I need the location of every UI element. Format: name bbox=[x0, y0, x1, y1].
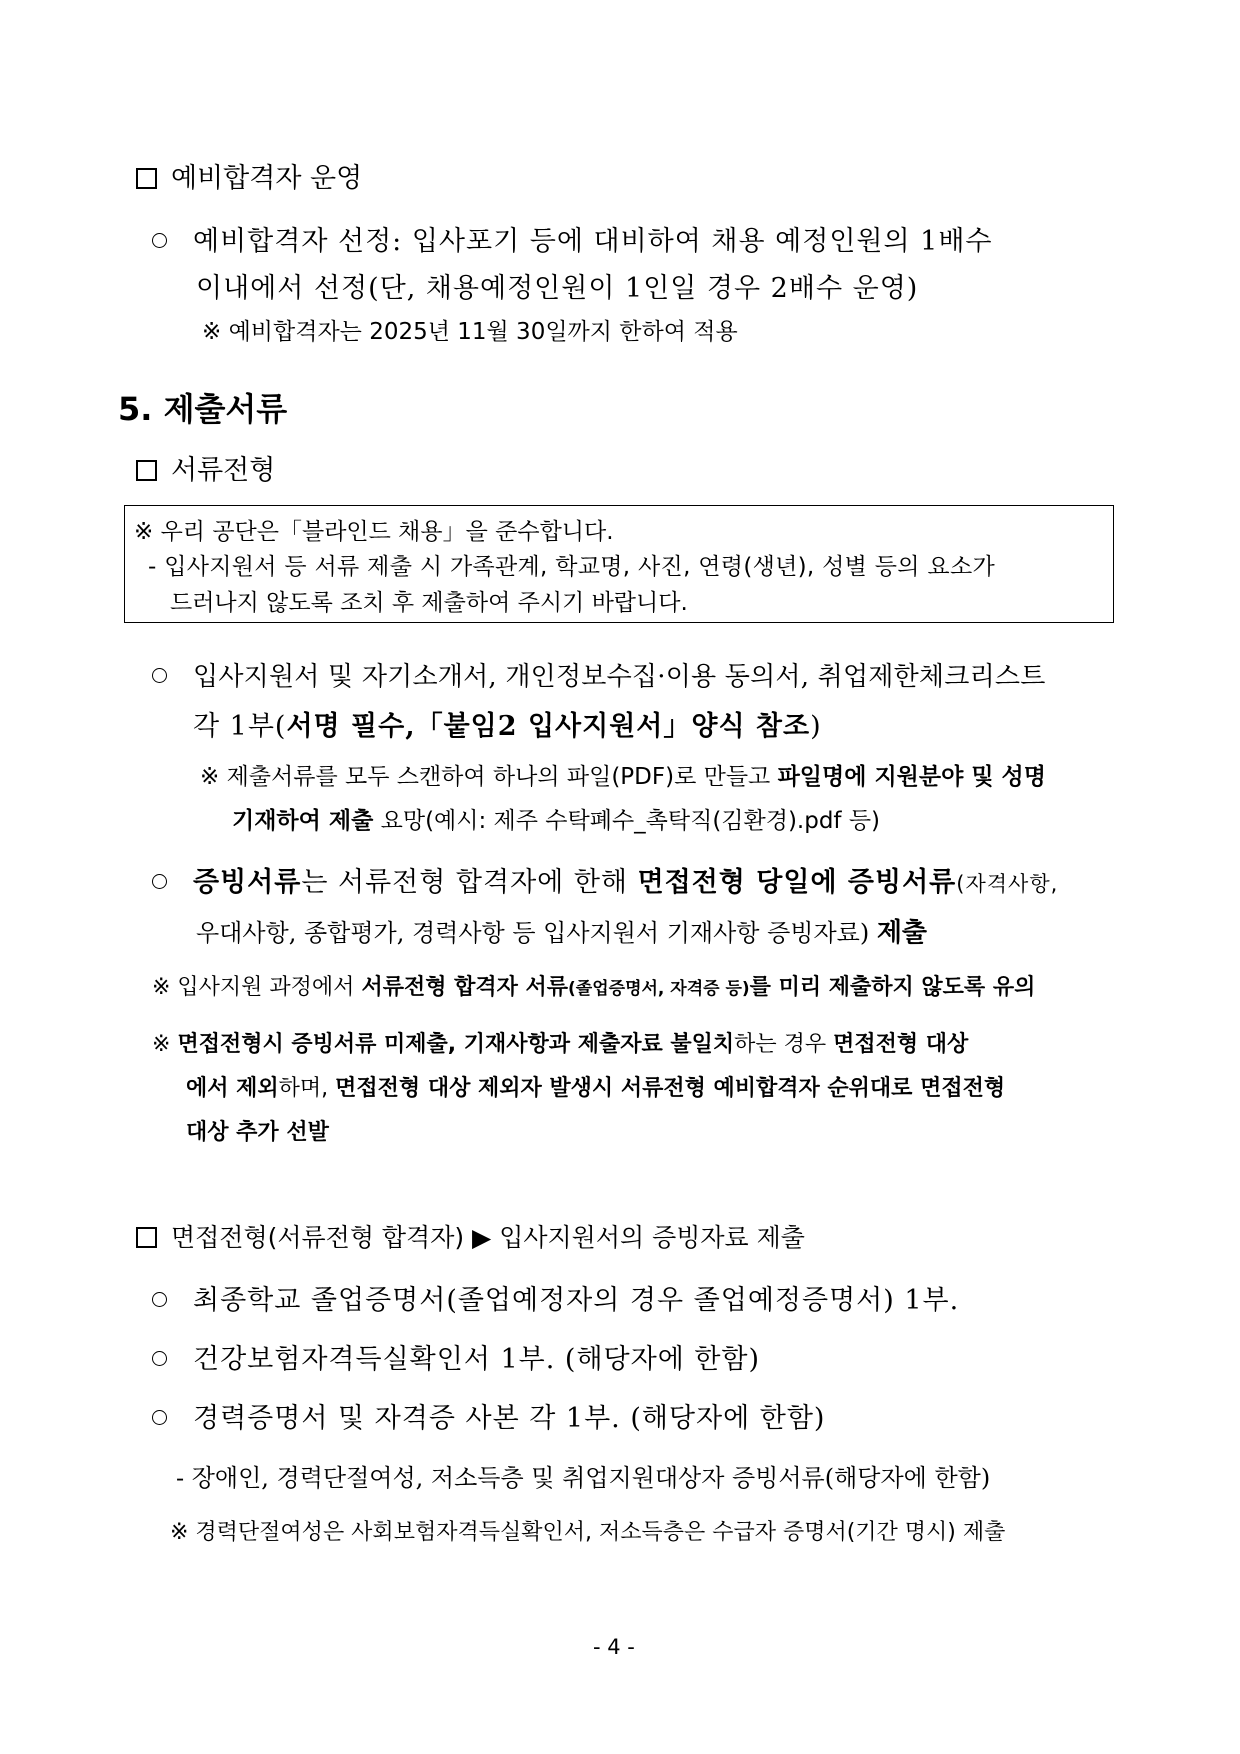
notice-line3: 드러나지 않도록 조치 후 제출하여 주시기 바랍니다. bbox=[170, 590, 688, 616]
doc-item1-line2-a: 각 1부( bbox=[193, 711, 287, 742]
doc-heading bbox=[136, 448, 275, 487]
doc-item1-line2-bold: 서명 필수,「붙임2 입사지원서」양식 참조 bbox=[286, 711, 811, 742]
circle-bullet-icon bbox=[152, 233, 167, 248]
doc-item2 bbox=[152, 860, 1058, 899]
interview-item1-text: 최종학교 졸업증명서(졸업예정자의 경우 졸업예정증명서) 1부. bbox=[193, 1285, 960, 1316]
interview-item2-text: 건강보험자격득실확인서 1부. (해당자에 한함) bbox=[193, 1344, 761, 1375]
doc-item1-line2 bbox=[193, 704, 822, 743]
interview-note: ※ 경력단절여성은 사회보험자격득실확인서, 저소득층은 수급자 증명서(기간 명시) 제출 bbox=[170, 1520, 1006, 1545]
doc-note2-line2-c: 면접전형 대상 제외자 발생시 서류전형 예비합격자 순위대로 면접전형 bbox=[335, 1076, 1006, 1101]
doc-note1-b: 서류전형 합격자 서류 bbox=[361, 975, 569, 1000]
square-bullet-icon bbox=[136, 168, 157, 189]
reserve-heading bbox=[136, 156, 362, 195]
doc-item1-note-line2 bbox=[232, 802, 880, 835]
doc-note1-c: (졸업증명서, 자격증 등) bbox=[568, 979, 750, 999]
doc-note2-b: 면접전형시 증빙서류 미제출, 기재사항과 제출자료 불일치 bbox=[177, 1032, 735, 1057]
doc-item2-c: 면접전형 당일에 증빙서류 bbox=[637, 867, 957, 898]
reserve-item bbox=[152, 219, 992, 258]
interview-item1 bbox=[152, 1278, 959, 1317]
doc-item1-note-line1 bbox=[200, 758, 1046, 791]
doc-item2-b: 는 서류전형 합격자에 한해 bbox=[301, 867, 638, 898]
doc-item2-line2-a: 우대사항, 종합평가, 경력사항 등 입사지원서 기재사항 증빙자료) bbox=[196, 919, 877, 947]
doc-item2-line2-b: 제출 bbox=[876, 918, 928, 948]
doc-item1 bbox=[152, 656, 1046, 693]
interview-heading-b: (서류전형 합격자) ▶ 입사지원서의 증빙자료 제출 bbox=[267, 1223, 805, 1252]
doc-heading-text: 서류전형 bbox=[171, 455, 276, 486]
interview-item2 bbox=[152, 1337, 760, 1376]
interview-item3-text: 경력증명서 및 자격증 사본 각 1부. (해당자에 한함) bbox=[193, 1403, 826, 1434]
doc-note2-line1 bbox=[152, 1027, 968, 1058]
square-bullet-icon bbox=[136, 1227, 157, 1248]
reserve-note: ※ 예비합격자는 2025년 11월 30일까지 한하여 적용 bbox=[202, 319, 738, 345]
doc-item1-line2-c: ) bbox=[810, 711, 822, 742]
reserve-item-line2: 이내에서 선정(단, 채용예정인원이 1인일 경우 2배수 운영) bbox=[196, 273, 919, 304]
interview-heading bbox=[136, 1218, 805, 1254]
doc-note2-line2-a: 에서 제외 bbox=[186, 1076, 279, 1101]
interview-item3 bbox=[152, 1396, 825, 1435]
doc-note1 bbox=[152, 970, 1035, 1001]
doc-item2-d: (자격사항, bbox=[956, 872, 1059, 896]
square-bullet-icon bbox=[136, 460, 157, 481]
doc-note2-line2-b: 하며, bbox=[278, 1076, 336, 1101]
reserve-heading-text: 예비합격자 운영 bbox=[171, 163, 363, 194]
doc-note2-d: 면접전형 대상 bbox=[833, 1032, 969, 1057]
notice-line1: ※ 우리 공단은「블라인드 채용」을 준수합니다. bbox=[134, 519, 614, 545]
doc-item2-a: 증빙서류 bbox=[193, 867, 302, 898]
doc-note2-line3: 대상 추가 선발 bbox=[186, 1120, 329, 1145]
doc-item1-note-bold: 파일명에 지원분야 및 성명 bbox=[777, 764, 1046, 790]
circle-bullet-icon bbox=[152, 668, 167, 683]
circle-bullet-icon bbox=[152, 1410, 167, 1425]
doc-item1-note-c: 기재하여 제출 bbox=[232, 808, 374, 834]
doc-note1-a: ※ 입사지원 과정에서 bbox=[152, 975, 362, 1000]
doc-item1-line1: 입사지원서 및 자기소개서, 개인정보수집·이용 동의서, 취업제한체크리스트 bbox=[193, 662, 1046, 692]
doc-note2-c: 하는 경우 bbox=[734, 1032, 834, 1057]
doc-item1-note-d: 요망(예시: 제주 수탁폐수_촉탁직(김환경).pdf 등) bbox=[373, 808, 881, 834]
reserve-item-line1: 예비합격자 선정: 입사포기 등에 대비하여 채용 예정인원의 1배수 bbox=[193, 226, 993, 257]
circle-bullet-icon bbox=[152, 874, 167, 889]
notice-line2: - 입사지원서 등 서류 제출 시 가족관계, 학교명, 사진, 연령(생년), 성별 등의 요소가 bbox=[148, 554, 995, 580]
doc-item1-note-a: ※ 제출서류를 모두 스캔하여 하나의 파일(PDF)로 만들고 bbox=[200, 764, 778, 790]
interview-sub1: - 장애인, 경력단절여성, 저소득층 및 취업지원대상자 증빙서류(해당자에 한함) bbox=[176, 1464, 991, 1492]
page-number: - 4 - bbox=[593, 1635, 635, 1659]
circle-bullet-icon bbox=[152, 1351, 167, 1366]
section-title: 5. 제출서류 bbox=[118, 390, 288, 428]
doc-note1-d: 를 미리 제출하지 않도록 유의 bbox=[749, 975, 1036, 1000]
doc-note2-line2 bbox=[186, 1071, 1005, 1102]
doc-note2-a: ※ bbox=[152, 1032, 178, 1057]
doc-item2-line2 bbox=[196, 912, 927, 949]
interview-heading-a: 면접전형 bbox=[171, 1223, 268, 1252]
circle-bullet-icon bbox=[152, 1292, 167, 1307]
